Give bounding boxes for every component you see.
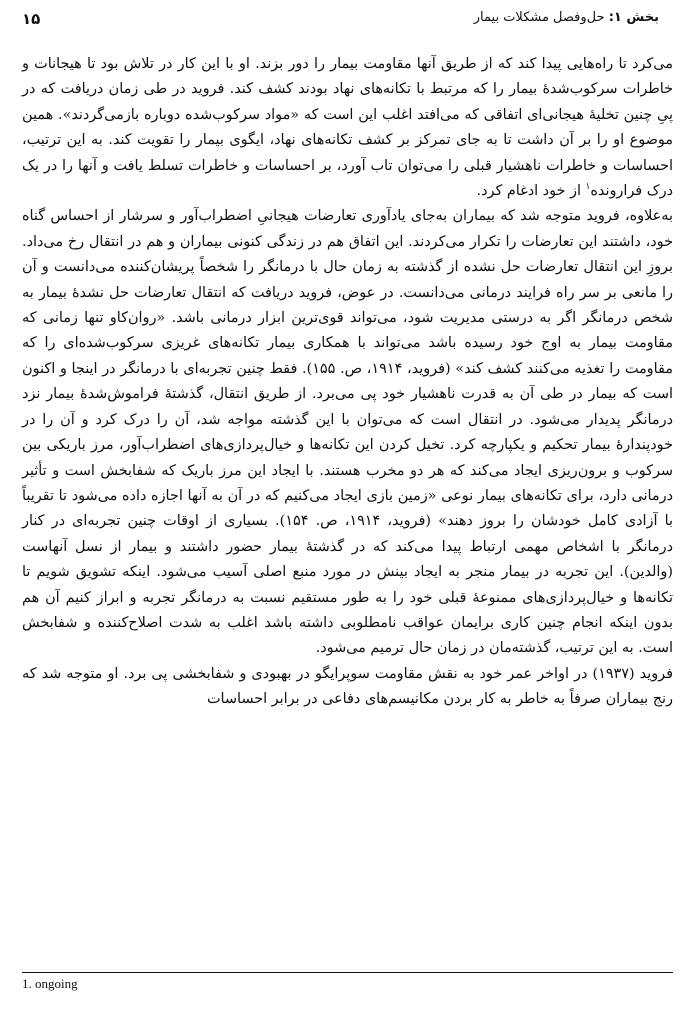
paragraph-3: فروید (۱۹۳۷) در اواخر عمر خود به نقش مقاومت سوپرایگو در بهبودی و شفابخشی پی برد. او متوجه شد که رنج بیماران صرفاً به خاطر به کار بردن مکانیسم‌های دفاعی در برابر احساسات [22, 665, 673, 708]
running-header [22, 8, 659, 34]
page-number: ١۵ [22, 10, 41, 28]
chapter-title: حل‌وفصل مشکلات بیمار [473, 10, 605, 25]
paragraph-1-text-end: از خود ادغام کرد. [476, 183, 586, 200]
body-text [22, 52, 673, 713]
paragraph-1-text: می‌کرد تا راه‌هایی پیدا کند که از طریق آنها مقاومت بیمار را دور بزند. او با این کار در تلاش بود تا هیجانات و خاطرات سرکوب‌شدهٔ بیمار را که مرتبط با تکانه‌های نهاد بودند کشف کند. فروید در طی زمان دریافت که در پیِ چنین تخلیهٔ هیجانی‌ای اتفاقی که می‌افتد اغلب این است که «مواد سرکوب‌شده دوباره بازمی‌گردند». همین موضوع او را بر آن داشت تا به جای تمرکز بر کشف تکانه‌های نهاد، ایگوی بیمار را تقویت کند. به این ترتیب، احساسات و خاطرات ناهشیار قبلی را می‌توان تاب آورد، بر احساسات و خاطرات تسلط یافت و آنها را در یک درک فرارونده [22, 56, 673, 200]
footnote-reference: ۱ [585, 182, 591, 193]
chapter-heading [474, 10, 659, 25]
chapter-label: بخش ۱: [608, 10, 659, 25]
paragraph-2: به‌علاوه، فروید متوجه شد که بیماران به‌جای یادآوری تعارضات هیجانیِ اضطراب‌آور و سرشار از احساس گناه خود، داشتند این تعارضات را تکرار می‌کردند. این اتفاق هم در زندگی کنونی بیماران و هم در انتقال رخ می‌داد. بروزِ این انتقال تعارضات حل نشده از گذشته به زمان حال با درمانگر را شخصاً پریشان‌کننده می‌دانست و آن را مانعی بر سر راه فرایند درمانی می‌دانست. در عوض، فروید دریافت که انتقال تعارضات حل نشدهٔ بیمار به شخص درمانگر اگر به درستی مدیریت شود، می‌تواند قوی‌ترین ابزار درمانی باشد. «روان‌کاو تنها زمانی که مقاومت بیمار به اوج خود رسیده باشد می‌تواند با همکاری بیمار تکانه‌های غریزی سرکوب‌شده‌ای را که مقاومت را تغذیه می‌کنند کشف کند» (فروید، ۱۹۱۴، ص. ۱۵۵). فقط چنین تجربه‌ای با درمانگر در اینجا و اکنون است که بیمار در طی آن به قدرت ناهشیار خود پی می‌برد. از طریق انتقال، گذشتهٔ فراموش‌شدهٔ بیمار نزد درمانگر پدیدار می‌شود. در انتقال است که می‌توان با این گذشته مواجه شد، آن را درک کرد و آن را در خودپندارهٔ بیمار تحکیم و یکپارچه کرد. تخیل کردن این تکانه‌ها و خیال‌پردازی‌های اضطراب‌آور، مرز باریکی بین سرکوب و برون‌ریزی ایجاد می‌کند که هر دو مخرب هستند. با ایجاد این مرز باریک که شفابخش است و تأثیر درمانی دارد، برای تکانه‌های بیمار نوعی «زمین بازی ایجاد می‌کنیم که در آن به آنها اجازه داده می‌شود تا تقریباً با آزادی کامل خودشان را بروز دهند» (فروید، ۱۹۱۴، ص. ۱۵۴). بسیاری از اوقات چنین تجربه‌ای در کنار درمانگر با اشخاص مهمی ارتباط پیدا می‌کند که در گذشتهٔ بیمار حضور داشتند و بیمار از نسل آنهاست (والدین). این تجربه در بیمار منجر به ایجاد بینش در مورد منبع اصلی آسیب می‌شود. اینکه تشویق شویم تا تکانه‌ها و خیال‌پردازی‌های ممنوعهٔ قبلی خود را به طور مستقیم نسبت به درمانگر تجربه و ابراز کنیم آن هم بدون اینکه انجام چنین کاری برایمان عواقب نامطلوبی داشته باشد اغلب به شدت اصلاح‌کننده و شفابخش است. به این ترتیب، گذشته‌مان در زمان حال ترمیم می‌شود. [22, 208, 673, 657]
paragraph-1 [22, 52, 673, 204]
footnote: 1. ongoing [22, 976, 78, 991]
footnote-divider [22, 972, 673, 973]
